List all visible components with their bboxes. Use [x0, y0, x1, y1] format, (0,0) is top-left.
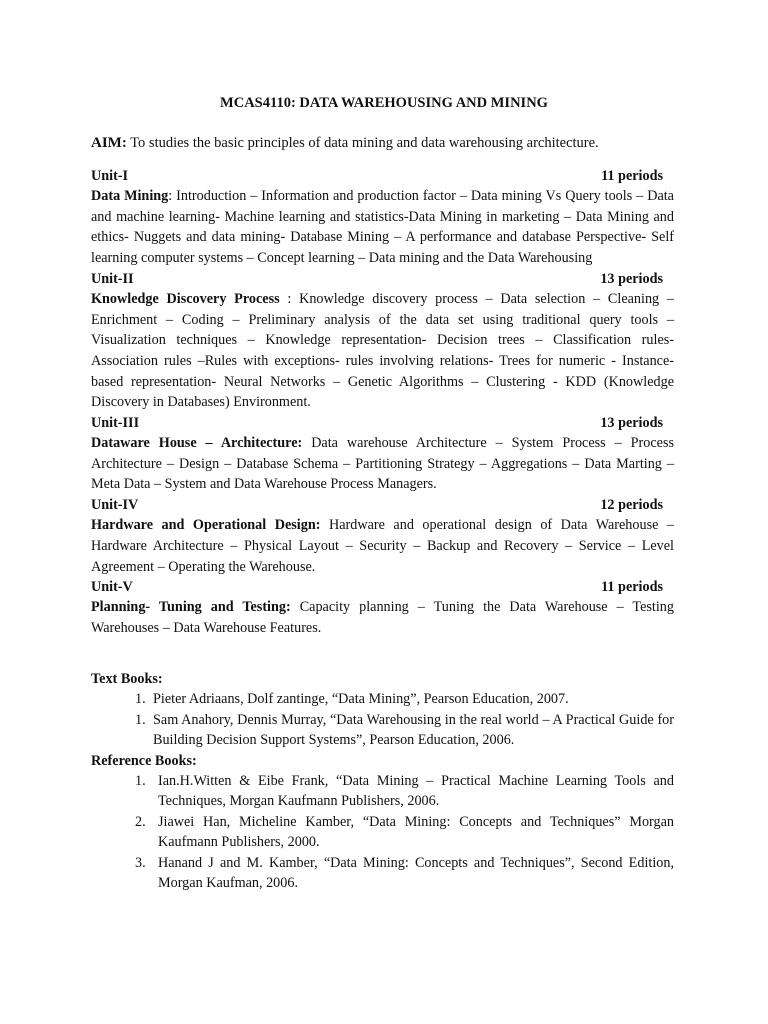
- aim-line: [91, 133, 691, 153]
- books-section: [91, 669, 674, 894]
- book-item: [91, 812, 674, 853]
- text-books-heading: Text Books:: [91, 671, 163, 687]
- unit-topic: Planning- Tuning and Testing:: [91, 599, 291, 616]
- unit-header: [91, 166, 674, 186]
- unit-periods: 13 periods: [600, 415, 663, 432]
- unit-content: Capacity planning – Tuning the Data Warehouse – Testing Warehouses – Data Warehouse Features.: [91, 599, 674, 636]
- book-citation: Sam Anahory, Dennis Murray, “Data Warehousing in the real world – A Practical Guide for Building Decision Support Systems”, Pearson Education, 2006.: [153, 711, 674, 748]
- book-citation: Pieter Adriaans, Dolf zantinge, “Data Mining”, Pearson Education, 2007.: [153, 691, 569, 707]
- aim-text: To studies the basic principles of data mining and data warehousing architecture.: [130, 135, 599, 151]
- unit-name: Unit-V: [91, 579, 133, 596]
- unit-periods: 11 periods: [601, 168, 663, 184]
- unit-content: Hardware and operational design of Data Warehouse – Hardware Architecture – Physical Layout – Security – Backup and Recovery – Service – Level Agreement – Operating the Warehouse.: [91, 517, 675, 575]
- unit-description: [91, 289, 674, 413]
- unit-separator: [302, 435, 311, 451]
- unit-content: Data warehouse Architecture – System Process – Process Architecture – Design – Database Schema – Partitioning Strategy – Aggregations – Data Marting – Meta Data – System and Data Warehouse Process Managers.: [91, 435, 675, 493]
- book-item: [91, 771, 674, 812]
- unit-header: [91, 269, 674, 289]
- book-item: [91, 689, 674, 710]
- aim-label: AIM:: [91, 135, 127, 151]
- book-citation: Ian.H.Witten & Eibe Frank, “Data Mining – Practical Machine Learning Tools and Techniques, Morgan Kaufmann Publishers, 2006.: [158, 772, 674, 809]
- unit-periods: 12 periods: [600, 497, 663, 514]
- unit-topic: Data Mining: [91, 188, 169, 204]
- unit-separator: [291, 599, 300, 615]
- book-number: 1.: [135, 691, 146, 707]
- unit-separator: [320, 517, 329, 533]
- unit-topic: Hardware and Operational Design:: [91, 517, 321, 534]
- unit-name: Unit-I: [91, 168, 129, 184]
- unit-description: [91, 515, 674, 577]
- unit-header: [91, 495, 674, 515]
- unit-content: Introduction – Information and production factor – Data mining Vs Query tools – Data and machine learning- Machine learning and statistics-Data Mining in marketing – Data Mining and ethics- Nuggets and data mining- Database Mining – A performance and database Perspective- Self learning computer systems – Concept learning – Data mining and the Data Warehousing: [91, 188, 674, 267]
- unit-block: [91, 269, 674, 413]
- reference-books-heading: Reference Books:: [91, 752, 197, 769]
- unit-block: [91, 166, 674, 269]
- unit-header: [91, 413, 674, 433]
- unit-description: [91, 186, 674, 269]
- book-citation: Hanand J and M. Kamber, “Data Mining: Concepts and Techniques”, Second Edition, Morgan Kaufman, 2006.: [158, 854, 674, 891]
- text-books: [91, 669, 674, 751]
- unit-name: Unit-IV: [91, 497, 139, 514]
- unit-block: [91, 495, 674, 577]
- unit-separator: :: [168, 188, 177, 204]
- unit-header: [91, 577, 674, 597]
- book-number: 1.: [135, 772, 146, 789]
- unit-description: [91, 433, 674, 495]
- unit-name: Unit-III: [91, 415, 140, 432]
- book-item: [91, 853, 674, 894]
- unit-separator: :: [279, 290, 300, 307]
- book-citation: Jiawei Han, Micheline Kamber, “Data Mining: Concepts and Techniques” Morgan Kaufmann Publishers, 2000.: [158, 813, 674, 850]
- unit-topic: Dataware House – Architecture:: [91, 435, 303, 452]
- unit-block: [91, 413, 674, 495]
- unit-block: [91, 577, 674, 638]
- unit-periods: 13 periods: [600, 270, 663, 287]
- course-title: MCAS4110: DATA WAREHOUSING AND MINING: [220, 95, 548, 111]
- book-number: 1.: [135, 711, 146, 728]
- unit-description: [91, 597, 674, 638]
- reference-books: [91, 751, 674, 894]
- unit-name: Unit-II: [91, 270, 134, 287]
- book-number: 2.: [135, 813, 146, 830]
- unit-topic: Knowledge Discovery Process: [91, 290, 280, 307]
- unit-content: Knowledge discovery process – Data selection – Cleaning – Enrichment – Coding – Preliminary analysis of the data set using traditional query tools – Visualization techniques – Knowledge representation- Decision trees – Classification rules- Association rules –Rules with exceptions- rules involving relations- Trees for numeric - Instance-based representation- Neural Networks – Genetic Algorithms – Clustering - KDD (Knowledge Discovery in Databases) Environment.: [91, 290, 674, 411]
- book-number: 3.: [135, 854, 146, 871]
- unit-periods: 11 periods: [601, 579, 663, 596]
- units-section: [91, 166, 674, 639]
- book-item: [91, 710, 674, 751]
